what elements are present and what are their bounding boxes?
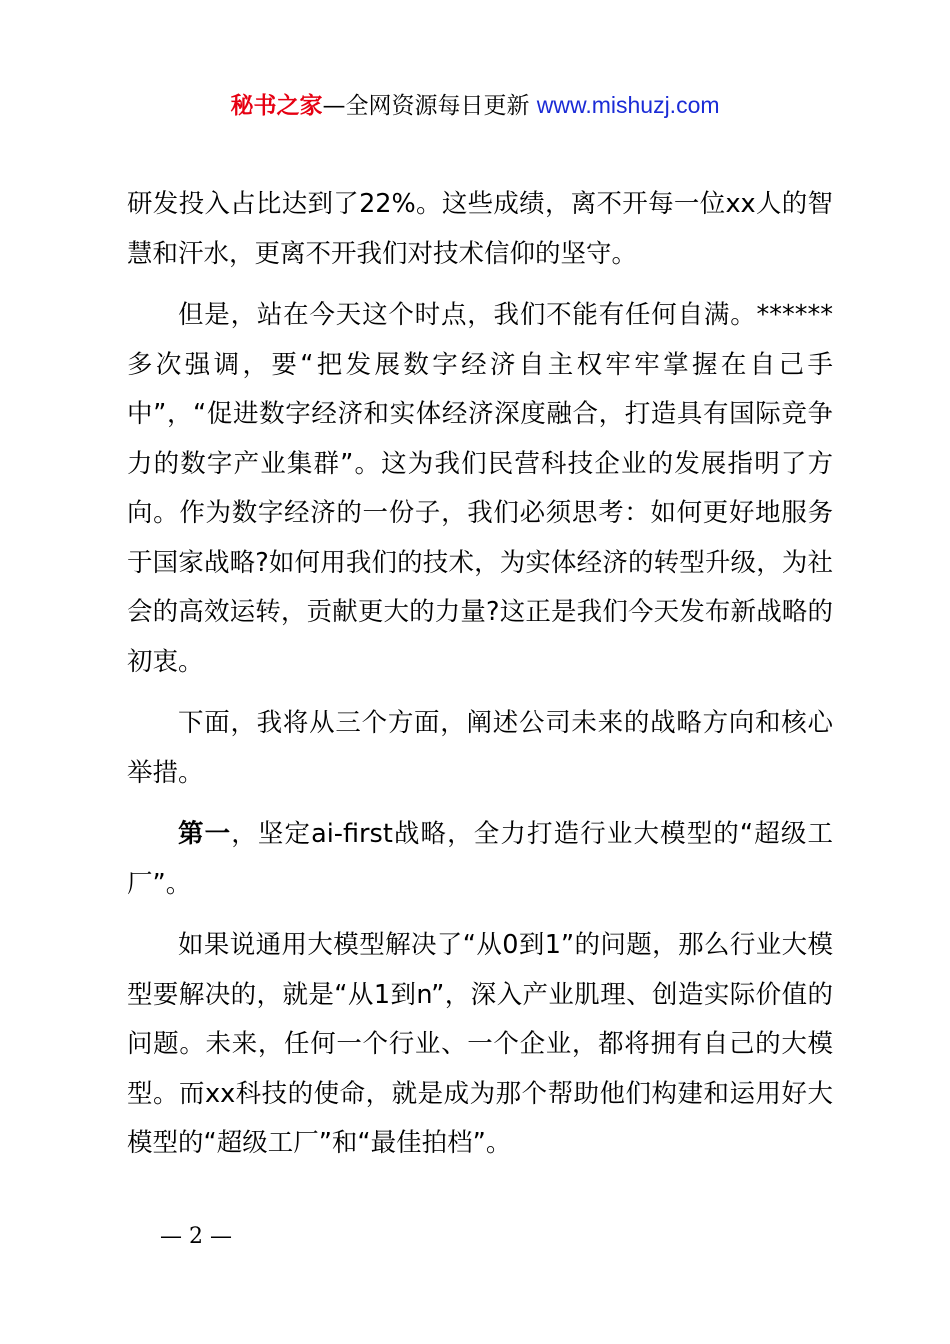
site-header <box>0 88 950 123</box>
paragraph-industry-model: 如果说通用大模型解决了“从0到1”的问题，那么行业大模型要解决的，就是“从1到n”，深入产业肌理、创造实际价值的问题。未来，任何一个行业、一个企业，都将拥有自己的大模型。而xx科技的使命，就是成为那个帮助他们构建和运用好大模型的“超级工厂”和“最佳拍档”。 <box>127 930 833 1158</box>
paragraph-outline: 下面，我将从三个方面，阐述公司未来的战略方向和核心举措。 <box>127 708 833 788</box>
header-tagline: —全网资源每日更新 <box>322 93 537 119</box>
site-url-link[interactable]: www.mishuzj.com <box>536 92 720 118</box>
document-body <box>127 180 833 1181</box>
paragraph-continued: 研发投入占比达到了22%。这些成绩，离不开每一位xx人的智慧和汗水，更离不开我们对技术信仰的坚守。 <box>127 189 833 269</box>
paragraph-first-point <box>127 810 833 909</box>
first-point-lead: 第一 <box>178 819 232 849</box>
brand-name: 秘书之家 <box>230 93 323 119</box>
first-point-text: ，坚定ai-first战略，全力打造行业大模型的“超级工厂”。 <box>127 819 833 899</box>
paragraph-intro: 但是，站在今天这个时点，我们不能有任何自满。******多次强调，要“把发展数字经济自主权牢牢掌握在自己手中”，“促进数字经济和实体经济深度融合，打造具有国际竞争力的数字产业集群”。这为我们民营科技企业的发展指明了方向。作为数字经济的一份子，我们必须思考：如何更好地服务于国家战略?如何用我们的技术，为实体经济的转型升级，为社会的高效运转，贡献更大的力量?这正是我们今天发布新战略的初衷。 <box>127 300 833 677</box>
page-number: — 2 — <box>160 1224 232 1249</box>
